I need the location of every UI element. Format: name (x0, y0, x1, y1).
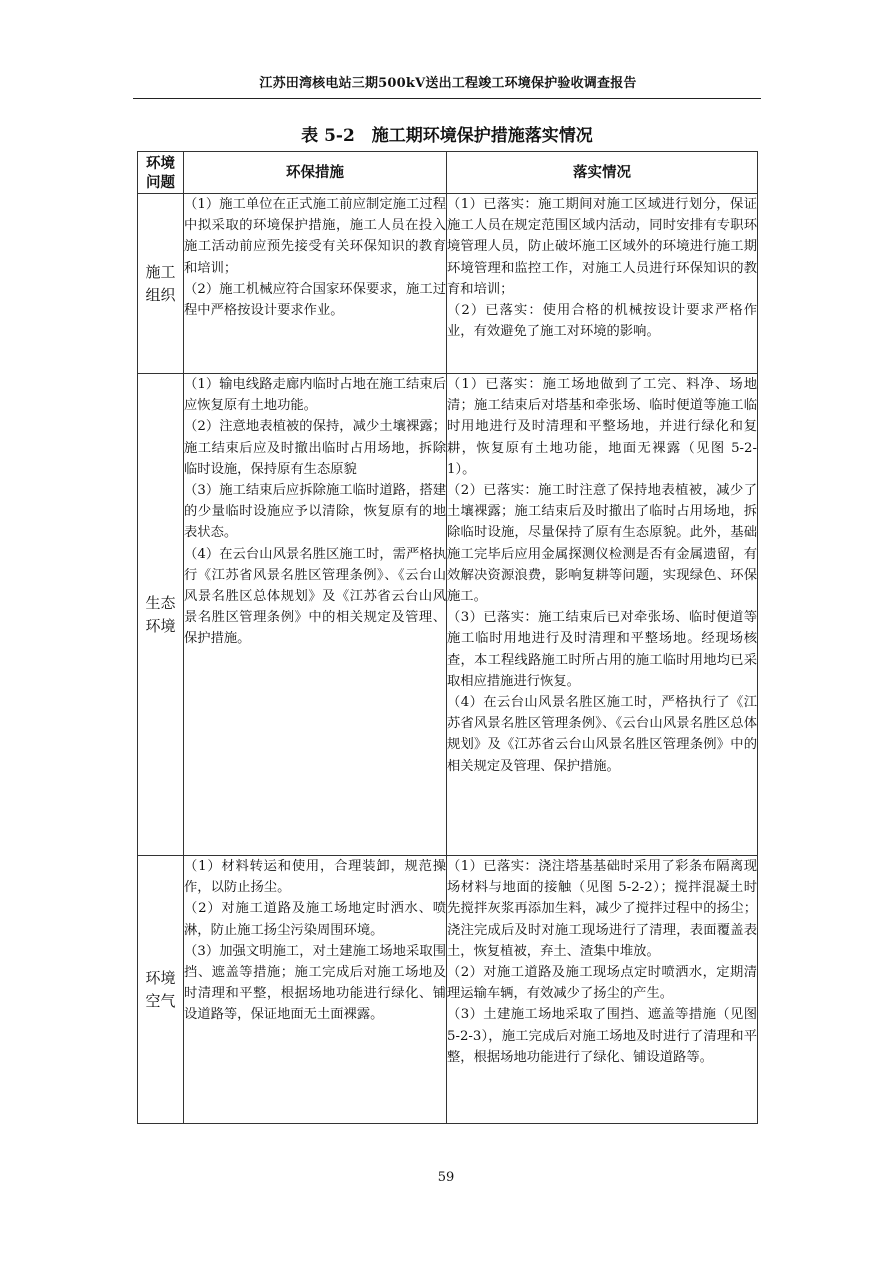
status-item: （3）已落实：施工结束后已对牵张场、临时便道等施工临时用地进行及时清理和平整场地。经现场核查，本工程线路施工时所占用的施工临时用地均已采取相应措施进行恢复。 (447, 610, 757, 689)
measure-item: （3）施工结束后应拆除施工临时道路，搭建的少量临时设施应予以清除，恢复原有的地表状态。 (184, 483, 446, 541)
issue-line1: 施工 (145, 262, 176, 281)
status-item: （2）对施工道路及施工现场点定时喷洒水，定期清理运输车辆，有效减少了扬尘的产生。 (447, 965, 757, 1002)
measures-cell (184, 194, 447, 374)
status-cell (447, 856, 758, 1124)
page-number: 59 (437, 1170, 455, 1185)
status-item: （1）已落实：施工期间对施工区域进行划分，保证施工人员在规定范围区域内活动，同时安排有专职环境管理人员，防止破坏施工区域外的环境进行施工期环境管理和监控工作，对施工人员进行环保知识的教育和培训； (447, 197, 757, 297)
issue-line1: 环境 (145, 968, 176, 987)
status-item: （1）已落实：浇注塔基基础时采用了彩条布隔离现场材料与地面的接触（见图 5-2-2）；搅拌混凝土时先搅拌灰浆再添加生料，减少了搅拌过程中的扬尘；浇注完成后及时对施工现场进行了清理，表面覆盖表土，恢复植被，弃土、渣集中堆放。 (447, 859, 757, 959)
issue-line2: 组织 (145, 285, 176, 304)
measure-item: （4）在云台山风景名胜区施工时，需严格执行《江苏省风景名胜区管理条例》、《云台山风景名胜区总体规划》及《江苏省云台山风景名胜区管理条例》中的相关规定及管理、保护措施。 (184, 546, 446, 647)
measure-item: （1）材料转运和使用，合理装卸，规范操作，以防止扬尘。 (184, 859, 446, 896)
table-row (138, 856, 758, 1124)
column-header-measures: 环保措施 (184, 152, 447, 194)
measure-item: （1）输电线路走廊内临时占地在施工结束后应恢复原有土地功能。 (184, 377, 446, 414)
measure-item: （2）对施工道路及施工场地定时洒水、喷淋，防止施工扬尘污染周围环境。 (184, 901, 446, 938)
status-item: （2）已落实：施工时注意了保持地表植被，减少了土壤裸露；施工结束后及时撤出了临时占用场地，拆除临时设施，尽量保持了原有生态原貌。此外，基础施工完毕后应用金属探测仪检测是否有金属遗留，有效解决资源浪费，影响复耕等问题，实现绿色、环保施工。 (447, 483, 757, 605)
header-rule (133, 98, 761, 99)
column-header-issue-line1: 环境 (146, 154, 175, 172)
status-cell (447, 374, 758, 856)
column-header-issue-line2: 问题 (146, 173, 175, 191)
status-item: （1）已落实：施工场地做到了工完、料净、场地清；施工结束后对塔基和牵张场、临时便道等施工临时用地进行及时清理和平整场地，并进行绿化和复耕，恢复原有土地功能，地面无裸露（见图 5-2-1）。 (447, 377, 757, 477)
table-row (138, 374, 758, 856)
measures-cell (184, 856, 447, 1124)
status-item: （4）在云台山风景名胜区施工时，严格执行了《江苏省风景名胜区管理条例》、《云台山风景名胜区总体规划》及《江苏省云台山风景名胜区管理条例》中的相关规定及管理、保护措施。 (447, 695, 757, 774)
issue-line1: 生态 (145, 593, 176, 612)
issue-cell (138, 856, 184, 1124)
measure-item: （3）加强文明施工，对土建施工场地采取围挡、遮盖等措施；施工完成后对施工场地及时清理和平整，根据场地功能进行绿化、铺设道路等，保证地面无土面裸露。 (184, 943, 446, 1023)
status-item: （3）土建施工场地采取了围挡、遮盖等措施（见图 5-2-3），施工完成后对施工场地及时进行了清理和平整，根据场地功能进行了绿化、铺设道路等。 (447, 1007, 757, 1065)
report-header: 江苏田湾核电站三期500kV送出工程竣工环境保护验收调查报告 (259, 76, 637, 91)
issue-cell (138, 374, 184, 856)
issue-cell (138, 194, 184, 374)
table-row (138, 194, 758, 374)
status-cell (447, 194, 758, 374)
status-item: （2）已落实：使用合格的机械按设计要求严格作业，有效避免了施工对环境的影响。 (447, 303, 757, 340)
measure-item: （2）注意地表植被的保持，减少土壤裸露；施工结束后应及时撤出临时占用场地，拆除临时设施，保持原有生态原貌 (184, 419, 446, 477)
measure-item: （1）施工单位在正式施工前应制定施工过程中拟采取的环境保护措施，施工人员在投入施工活动前应预先接受有关环保知识的教育和培训； (184, 197, 446, 276)
measures-cell (184, 374, 447, 856)
measures-table (137, 151, 758, 1124)
issue-line2: 空气 (145, 991, 176, 1010)
table-header-row (138, 152, 758, 194)
issue-line2: 环境 (145, 616, 176, 635)
measure-item: （2）施工机械应符合国家环保要求，施工过程中严格按设计要求作业。 (184, 281, 446, 319)
column-header-issue (138, 152, 184, 194)
column-header-status: 落实情况 (447, 152, 758, 194)
table-title: 表 5-2 施工期环境保护措施落实情况 (301, 126, 593, 146)
